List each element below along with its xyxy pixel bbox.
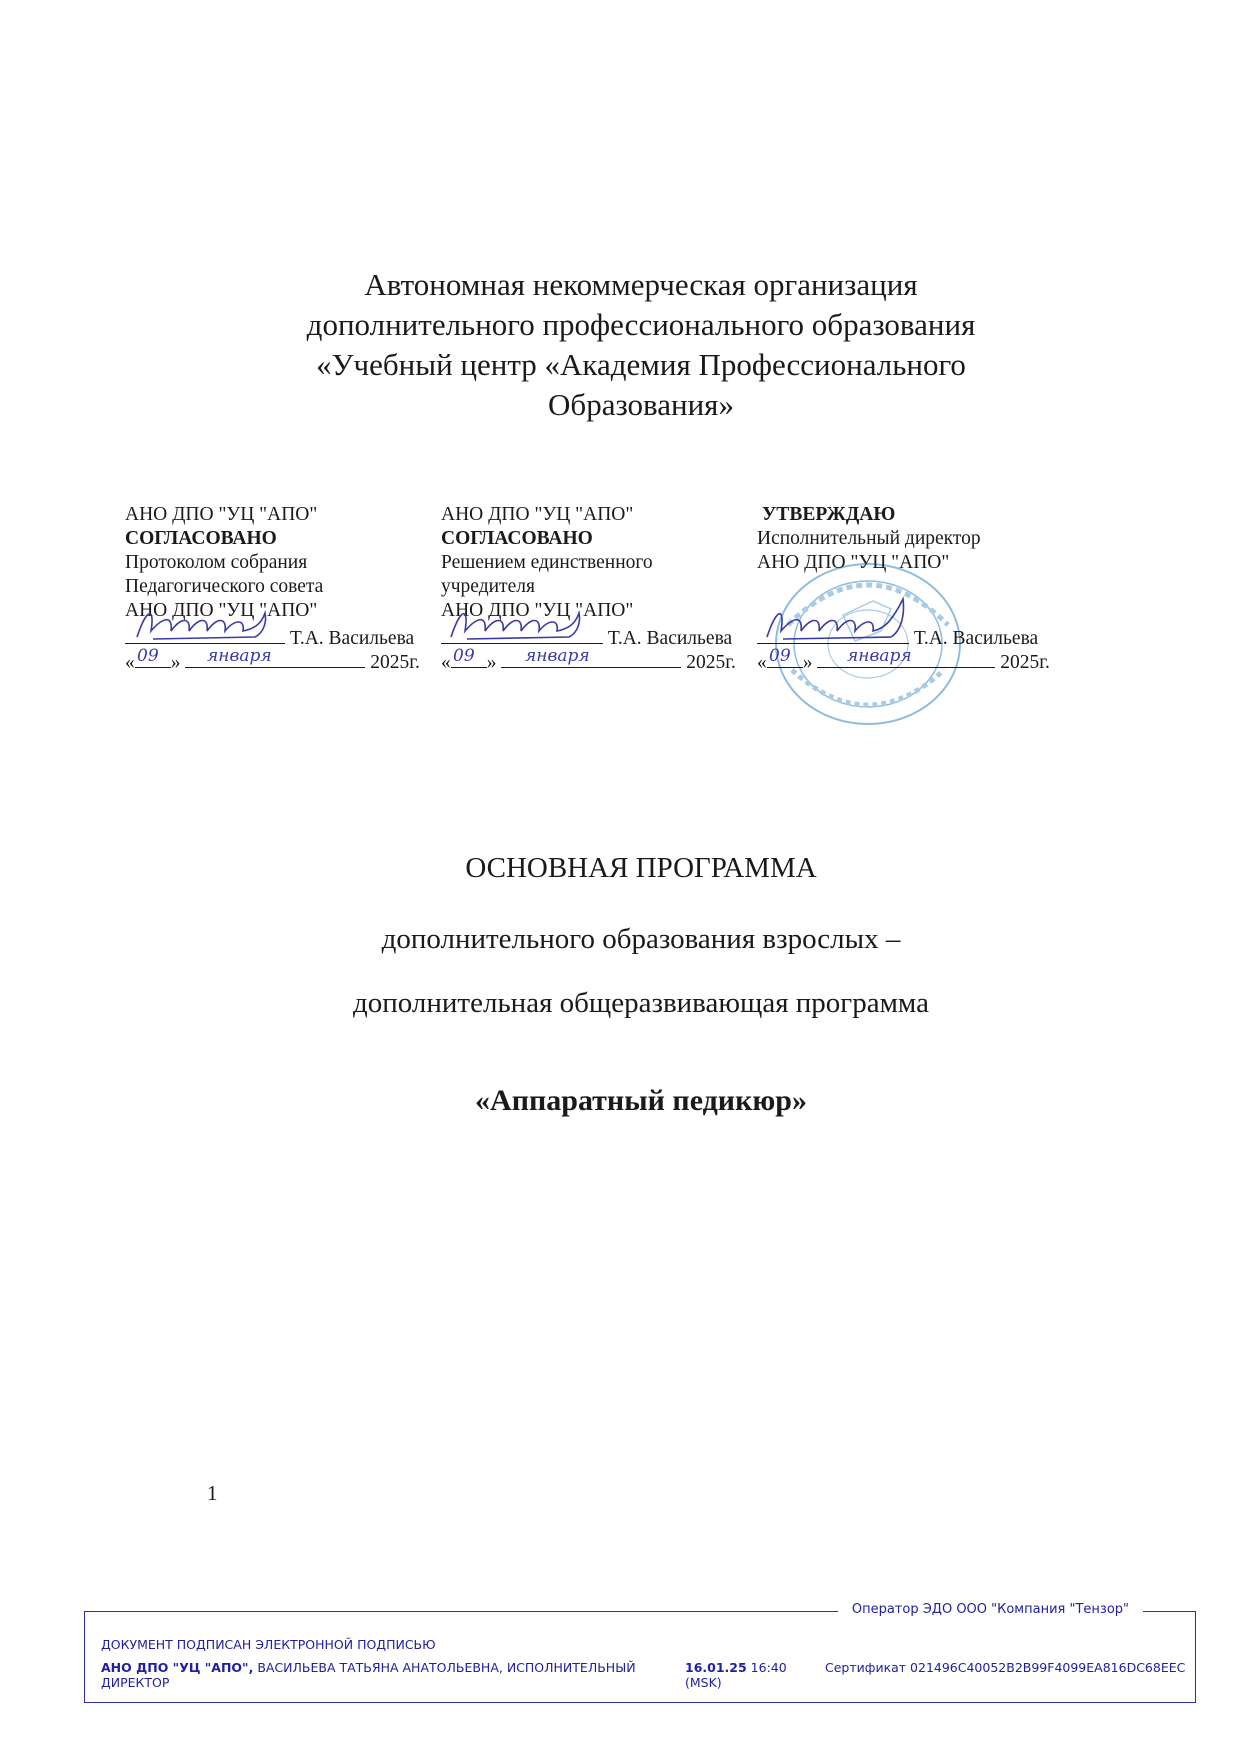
approval-block-3 <box>757 503 1050 671</box>
program-subtitle-2: дополнительная общеразвивающая программа <box>353 987 929 1019</box>
signature-line <box>125 623 420 647</box>
sign-time: 16:40 (MSK) <box>685 1660 787 1690</box>
signer-org: АНО ДПО "УЦ "АПО", <box>101 1660 254 1675</box>
signer-name: Т.А. Васильева <box>913 628 1039 649</box>
signer-name: Т.А. Васильева <box>289 628 415 649</box>
date-line: « » 2025г. 09 января <box>757 646 1050 673</box>
date-line: « » 2025г. 09 января <box>441 646 736 673</box>
approval-heading: СОГЛАСОВАНО <box>125 528 277 549</box>
date-year: 2025г. <box>686 652 736 673</box>
electronic-signature-box <box>84 1602 1196 1703</box>
signer-person: ВАСИЛЬЕВА ТАТЬЯНА АНАТОЛЬЕВНА, ИСПОЛНИТЕЛЬНЫЙ ДИРЕКТОР <box>101 1660 636 1690</box>
approval-block-2 <box>441 503 736 671</box>
approval-org: АНО ДПО "УЦ "АПО" <box>441 504 634 525</box>
edo-operator: Оператор ЭДО ООО "Компания "Тензор" <box>838 1602 1143 1617</box>
approval-heading: СОГЛАСОВАНО <box>441 528 593 549</box>
approval-basis: учредителя <box>441 576 535 597</box>
approval-basis: Педагогического совета <box>125 576 324 597</box>
program-name: «Аппаратный педикюр» <box>475 1084 807 1117</box>
esignature-date <box>685 1660 805 1690</box>
esignature-signer <box>101 1660 661 1690</box>
program-title: ОСНОВНАЯ ПРОГРАММА <box>465 852 817 884</box>
approval-basis: АНО ДПО "УЦ "АПО" <box>441 600 634 621</box>
date-month: января <box>207 646 272 666</box>
esignature-heading: ДОКУМЕНТ ПОДПИСАН ЭЛЕКТРОННОЙ ПОДПИСЬЮ <box>101 1637 436 1652</box>
date-year: 2025г. <box>1000 652 1050 673</box>
approval-basis: Протоколом собрания <box>125 552 308 573</box>
org-name-line-2: дополнительного профессионального образования <box>306 307 976 342</box>
date-month: января <box>525 646 590 666</box>
signer-name: Т.А. Васильева <box>607 628 733 649</box>
approval-org: АНО ДПО "УЦ "АПО" <box>125 504 318 525</box>
date-year: 2025г. <box>370 652 420 673</box>
page-number: 1 <box>207 1481 218 1505</box>
approval-position: Исполнительный директор <box>757 528 981 549</box>
date-line: « » 2025г. 09 января <box>125 646 420 673</box>
org-name-line-3: «Учебный центр «Академия Профессионального <box>316 347 966 382</box>
certificate-number: Сертификат 021496C40052B2B99F4099EA816DC68EEC <box>825 1660 1186 1675</box>
program-subtitle-1: дополнительного образования взрослых – <box>381 923 901 955</box>
approval-basis: Решением единственного <box>441 552 653 573</box>
org-name-line-1: Автономная некоммерческая организация <box>364 267 918 302</box>
approval-basis: АНО ДПО "УЦ "АПО" <box>125 600 318 621</box>
date-day: 09 <box>769 646 791 666</box>
approval-org: АНО ДПО "УЦ "АПО" <box>757 552 950 573</box>
approval-block-1 <box>125 503 420 671</box>
date-day: 09 <box>137 646 159 666</box>
approval-heading: УТВЕРЖДАЮ <box>762 504 896 525</box>
date-day: 09 <box>453 646 475 666</box>
date-month: января <box>847 646 912 666</box>
sign-date: 16.01.25 <box>685 1660 747 1675</box>
org-name-line-4: Образования» <box>548 387 734 422</box>
